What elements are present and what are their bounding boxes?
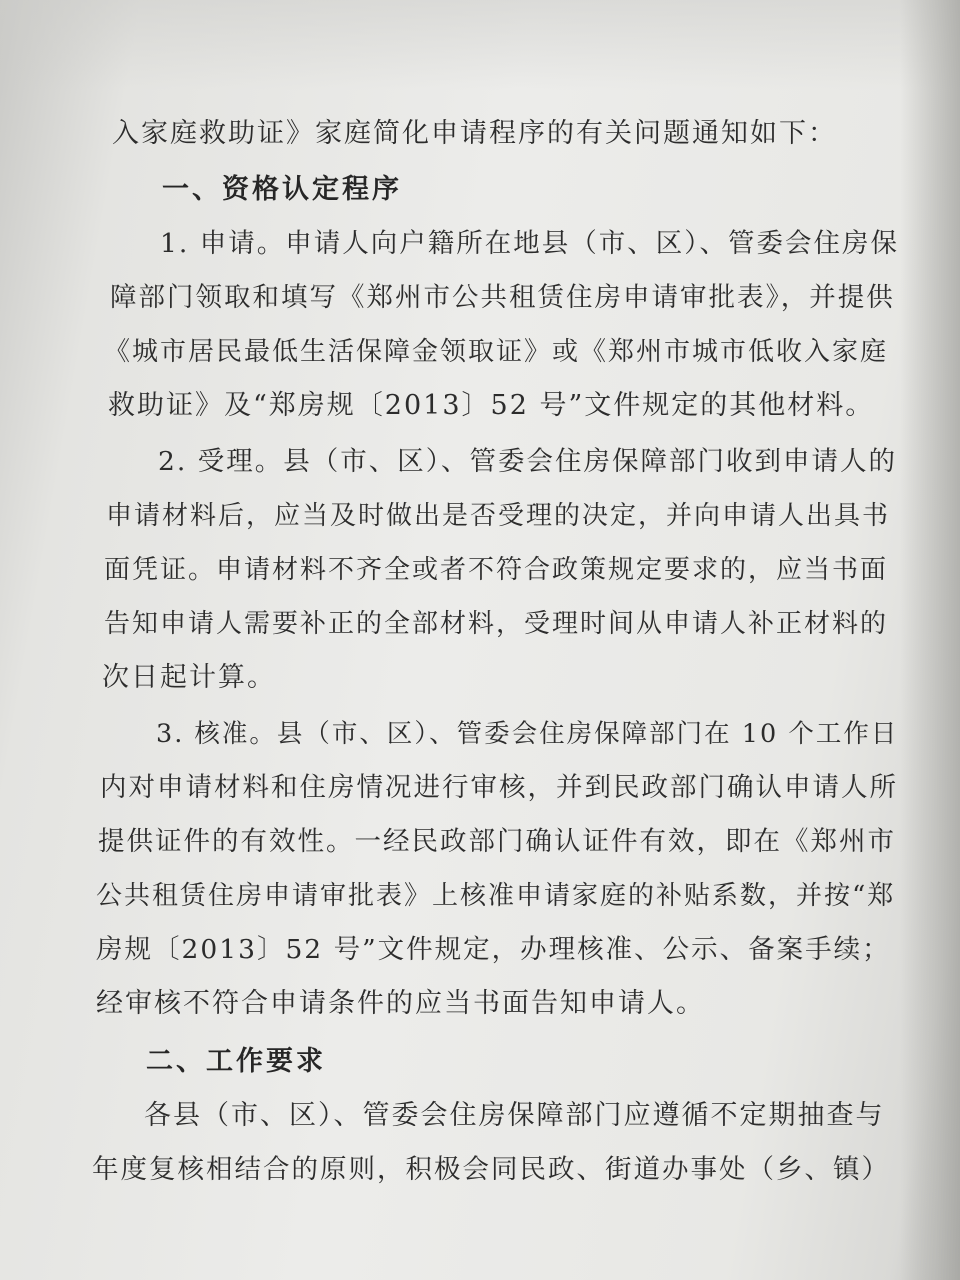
item2-line-3: 面凭证。申请材料不齐全或者不符合政策规定要求的，应当书面 (104, 555, 889, 585)
item1-line-2: 障部门领取和填写《郑州市公共租赁住房申请审批表》，并提供 (110, 282, 895, 313)
item3-line-6: 经审核不符合申请条件的应当书面告知申请人。 (96, 988, 705, 1019)
item1-line-4: 救助证》及“郑房规〔2013〕52 号”文件规定的其他材料。 (108, 390, 875, 421)
intro-line: 入家庭救助证》家庭简化申请程序的有关问题通知如下： (112, 118, 837, 149)
item1-line-3: 《城市居民最低生活保障金领取证》或《郑州市城市低收入家庭 (104, 337, 889, 367)
item2-line-4: 告知申请人需要补正的全部材料，受理时间从申请人补正材料的 (104, 609, 889, 639)
section2-line-2: 年度复核相结合的原则，积极会同民政、街道办事处（乡、镇） (92, 1154, 890, 1185)
item2-line-5: 次日起计算。 (102, 662, 276, 693)
item3-line-5: 房规〔2013〕52 号”文件规定，办理核准、公示、备案手续； (96, 934, 891, 965)
section1-heading: 一、资格认定程序 (162, 174, 402, 205)
section2-line-1: 各县（市、区）、管委会住房保障部门应遵循不定期抽查与 (144, 1100, 885, 1131)
item3-line-4: 公共租赁住房申请审批表》上核准申请家庭的补贴系数，并按“郑 (96, 881, 896, 911)
section2-heading: 二、工作要求 (146, 1046, 326, 1077)
item2-line-2: 申请材料后，应当及时做出是否受理的决定，并向申请人出具书 (106, 501, 891, 531)
item2-line-1: 2. 受理。县（市、区）、管委会住房保障部门收到申请人的 (158, 446, 897, 477)
item3-line-3: 提供证件的有效性。一经民政部门确认证件有效，即在《郑州市 (98, 826, 896, 857)
item1-line-1: 1. 申请。申请人向户籍所在地县（市、区）、管委会住房保 (160, 228, 899, 259)
item3-line-1: 3. 核准。县（市、区）、管委会住房保障部门在 10 个工作日 (156, 719, 899, 749)
item3-line-2: 内对申请材料和住房情况进行审核，并到民政部门确认申请人所 (100, 772, 898, 803)
